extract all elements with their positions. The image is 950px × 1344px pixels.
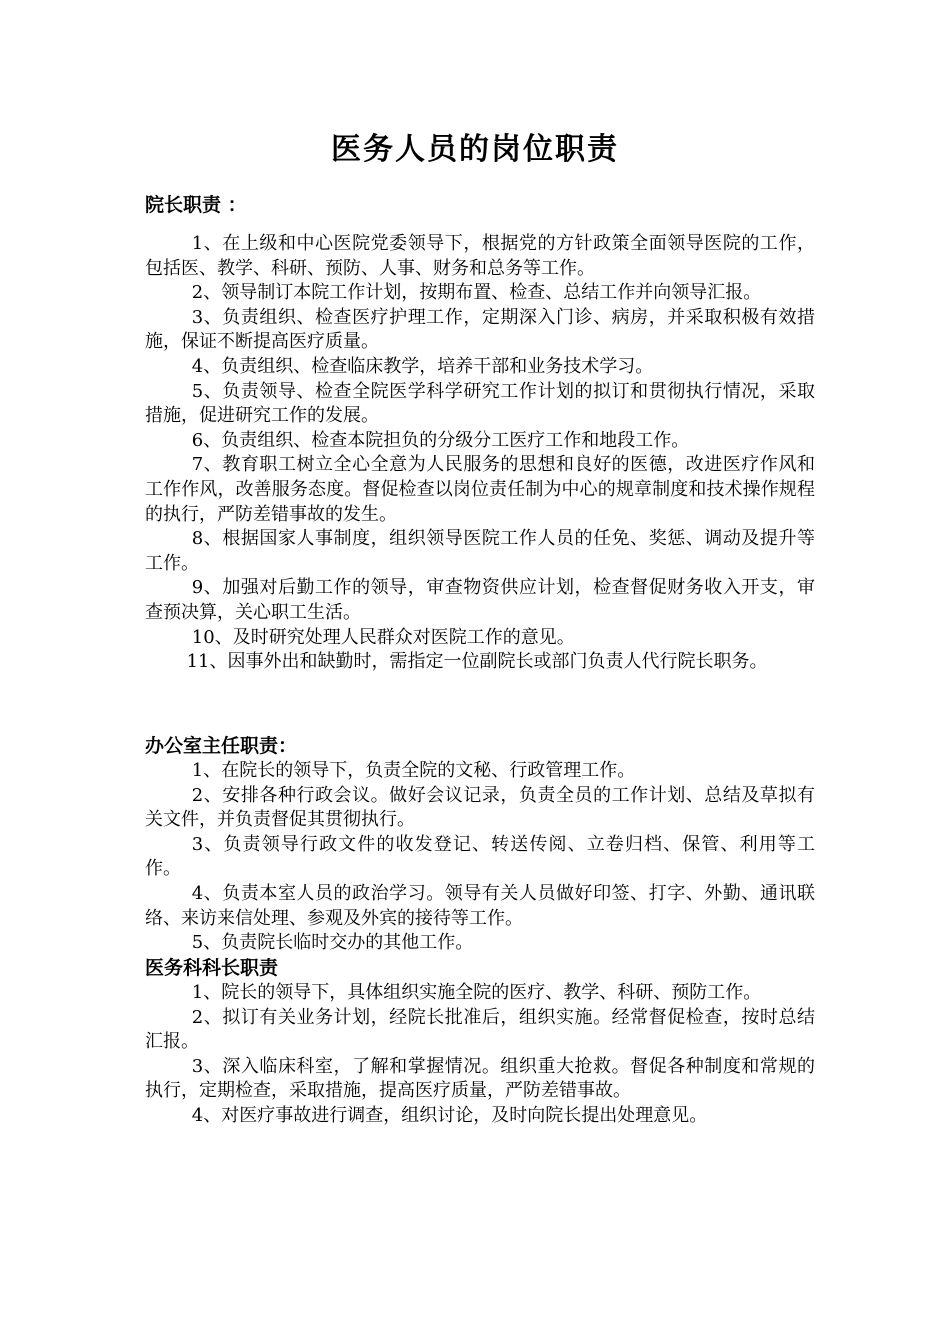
duty-item: 6、负责组织、检查本院担负的分级分工医疗工作和地段工作。 <box>191 429 690 451</box>
duty-item: 2、领导制订本院工作计划，按期布置、检查、总结工作并向领导汇报。 <box>191 282 762 304</box>
document-title: 医务人员的岗位职责 <box>331 132 619 167</box>
section-office-director-duties <box>145 733 815 956</box>
duty-item: 10、及时研究处理人民群众对医院工作的意见。 <box>191 626 575 648</box>
duty-item: 1、院长的领导下，具体组织实施全院的医疗、教学、科研、预防工作。 <box>191 982 762 1003</box>
duty-item: 1、在院长的领导下，负责全院的文秘、行政管理工作。 <box>191 760 636 781</box>
duty-item: 2、安排各种行政会议。做好会议记录，负责全员的工作计划、总结及草拟有关文件，并负责督促其贯彻执行。 <box>145 784 815 831</box>
duty-item: 5、负责领导、检查全院医学科学研究工作计划的拟订和贯彻执行情况，采取措施，促进研究工作的发展。 <box>145 380 815 427</box>
duty-item: 3、负责组织、检查医疗护理工作，定期深入门诊、病房，并采取积极有效措施，保证不断提高医疗质量。 <box>145 306 815 353</box>
section-heading: 医务科科长职责 <box>145 957 279 979</box>
duty-item: 3、负责领导行政文件的收发登记、转送传阅、立卷归档、保管、利用等工作。 <box>145 833 815 880</box>
duty-item: 4、负责本室人员的政治学习。领导有关人员做好印签、打字、外勤、通讯联络、来访来信处理、参观及外宾的接待等工作。 <box>145 882 815 929</box>
duty-item: 8、根据国家人事制度，组织领导医院工作人员的任免、奖惩、调动及提升等工作。 <box>145 528 815 574</box>
section-president-duties <box>145 192 815 675</box>
duty-item: 4、负责组织、检查临床教学，培养干部和业务技术学习。 <box>191 355 654 377</box>
section-heading: 院长职责 ： <box>145 194 247 216</box>
duty-item: 3、深入临床科室，了解和掌握情况。组织重大抢救。督促各种制度和常规的执行，定期检查，采取措施，提高医疗质量，严防差错事故。 <box>145 1055 815 1102</box>
duty-item: 5、负责院长临时交办的其他工作。 <box>191 932 474 954</box>
duty-item: 11、因事外出和缺勤时，需指定一位副院长或部门负责人代行院长职务。 <box>186 651 768 673</box>
section-heading: 办公室主任职责： <box>145 735 298 757</box>
duty-item: 7、教育职工树立全心全意为人民服务的思想和良好的医德，改进医疗作风和工作作风，改善服务态度。督促检查以岗位责任制为中心的规章制度和技术操作规程的执行，严防差错事故的发生。 <box>145 454 815 525</box>
duty-item: 4、对医疗事故进行调查，组织讨论，及时向院长提出处理意见。 <box>191 1104 708 1126</box>
duty-item: 9、加强对后勤工作的领导，审查物资供应计划，检查督促财务收入开支，审查预决算，关心职工生活。 <box>145 577 815 623</box>
section-medical-affairs-chief-duties <box>145 955 815 1129</box>
duty-item: 2、拟订有关业务计划，经院长批准后，组织实施。经常督促检查，按时总结汇报。 <box>145 1006 815 1053</box>
duty-item: 1、在上级和中心医院党委领导下，根据党的方针政策全面领导医院的工作，包括医、教学、科研、预防、人事、财务和总务等工作。 <box>145 233 815 279</box>
